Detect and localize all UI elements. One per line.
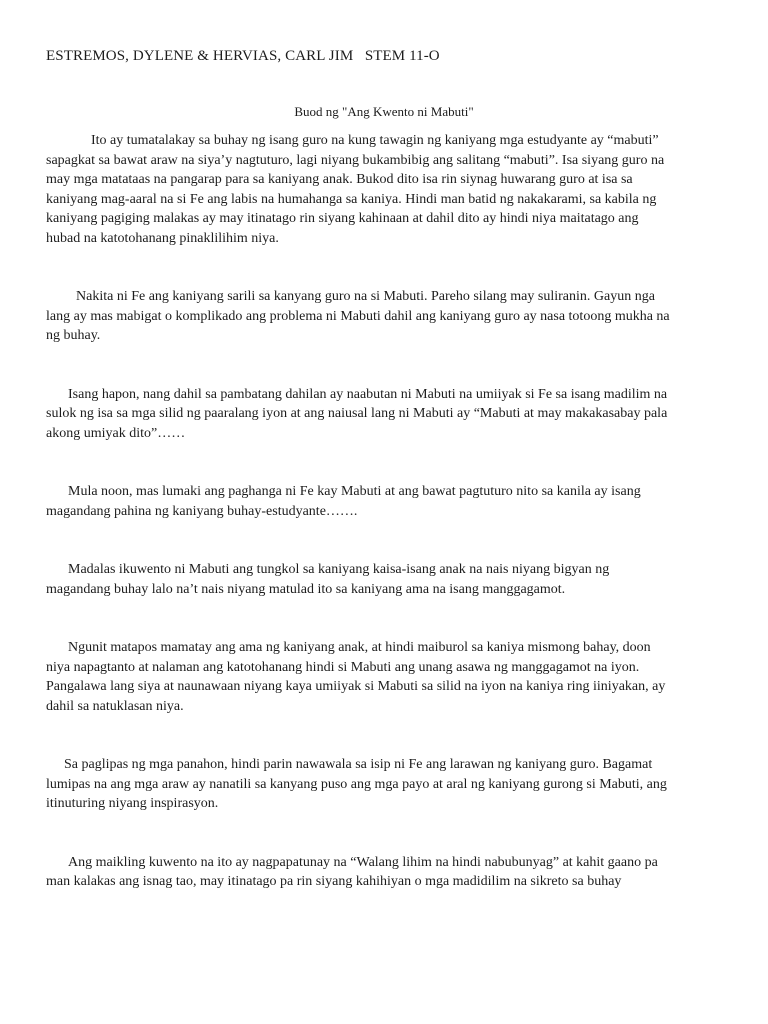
paragraph-5: Madalas ikuwento ni Mabuti ang tungkol sa kaniyang kaisa-isang anak na nais niyang bigyan ng magandang buhay lalo na’t nais niyang matulad ito sa kaniyang ama na isang manggagamot. bbox=[46, 562, 610, 597]
paragraph-1: Ito ay tumatalakay sa buhay ng isang guro na kung tawagin ng kaniyang mga estudyante ay “mabuti” sapagkat sa bawat araw na siya’y nagtuturo, lagi niyang bukambibig ang salitang “mabuti”. Isa siyang guro na may mga matataas na pangarap para sa kaniyang anak. Bukod dito isa rin siynag huwarang guro at isa sa kaniyang mag-aaral na si Fe ang labis na humahanga sa kaniya. Hindi man batid ng nakakarami, sa kabila ng kaniyang pagiging malakas ay may itinatago rin siyang kahinaan at dahil dito ay hindi niya maitatago ang hubad na katotohanang pinaklilihim niya. bbox=[46, 133, 665, 246]
paragraph-2: Nakita ni Fe ang kaniyang sarili sa kanyang guro na si Mabuti. Pareho silang may suliranin. Gayun nga lang ay mas mabigat o komplikado ang problema ni Mabuti dahil ang kaniyang guro ay nasa totoong mukha na ng buhay. bbox=[46, 289, 670, 343]
paragraph-7: Sa paglipas ng mga panahon, hindi parin nawawala sa isip ni Fe ang larawan ng kaniyang guro. Bagamat lumipas na ang mga araw ay nanatili sa kanyang puso ang mga payo at aral ng kaniyang gurong si Mabuti, ang itinuturing niyang inspirasyon. bbox=[46, 757, 667, 811]
document-title: Buod ng "Ang Kwento ni Mabuti" bbox=[294, 104, 474, 119]
author-line: ESTREMOS, DYLENE & HERVIAS, CARL JIM STEM 11-O bbox=[46, 48, 440, 64]
paragraph-4: Mula noon, mas lumaki ang paghanga ni Fe kay Mabuti at ang bawat pagtuturo nito sa kanila ay isang magandang pahina ng kaniyang buhay-estudyante……. bbox=[46, 484, 641, 519]
paragraph-3: Isang hapon, nang dahil sa pambatang dahilan ay naabutan ni Mabuti na umiiyak si Fe sa isang madilim na sulok ng isa sa mga silid ng paaralang iyon at ang naiusal lang ni Mabuti ay “Mabuti at may makakasabay pala akong umiyak dito”…… bbox=[46, 386, 668, 441]
document-body bbox=[46, 131, 722, 892]
paragraph-8: Ang maikling kuwento na ito ay nagpapatunay na “Walang lihim na hindi nabubunyag” at kahit gaano pa man kalakas ang isnag tao, may itinatago pa rin siyang kahihiyan o mga madidilim na sikreto sa buhay bbox=[46, 854, 658, 889]
paragraph-6: Ngunit matapos mamatay ang ama ng kaniyang anak, at hindi maiburol sa kaniya mismong bahay, doon niya napagtanto at nalaman ang katotohanang hindi si Mabuti ang unang asawa ng manggagamot na iyon. Pangalawa lang siya at naunawaan niyang kaya umiiyak si Mabuti sa silid na iyon na kaniya ring iiniyakan, ay dahil sa natuklasan niya. bbox=[46, 640, 666, 714]
